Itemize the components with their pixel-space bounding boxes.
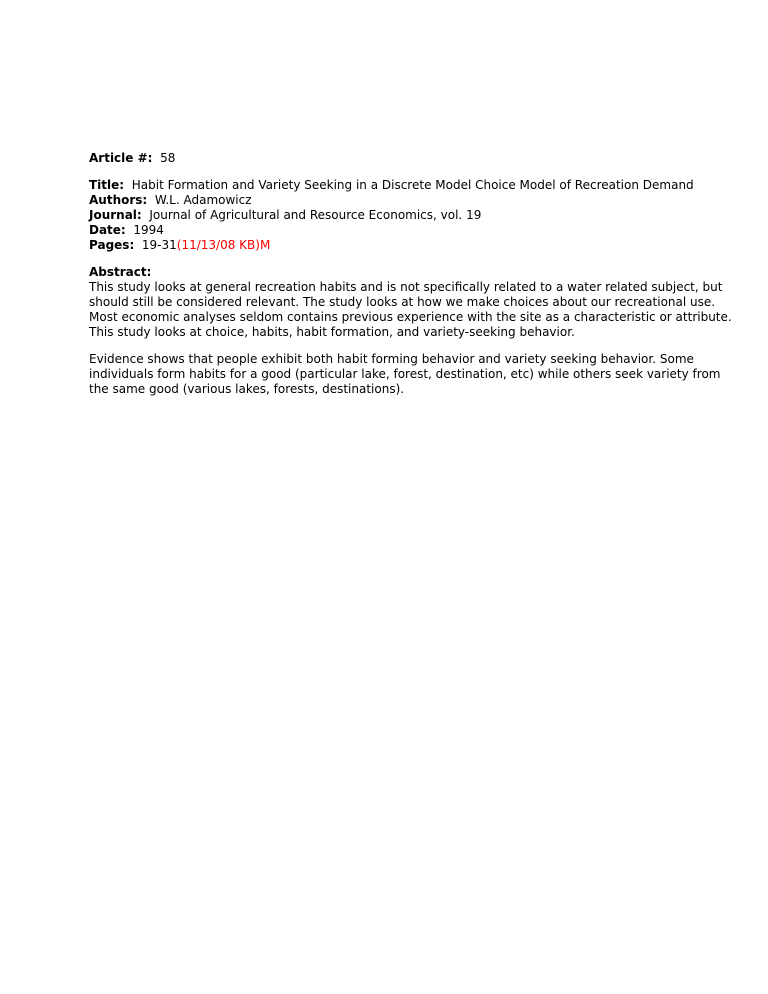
- pages-note: (11/13/08 KB)M: [176, 238, 271, 252]
- date-line: [89, 223, 689, 238]
- abstract-p2-line: Evidence shows that people exhibit both habit forming behavior and variety seeking behavior. Some: [89, 352, 694, 366]
- abstract-paragraph-1: [89, 280, 732, 340]
- abstract-p1-line: This study looks at choice, habits, habit formation, and variety-seeking behavior.: [89, 325, 575, 339]
- abstract-heading-line: [89, 265, 689, 280]
- abstract-p1-line: This study looks at general recreation habits and is not specifically related to a water related subject, but: [89, 280, 723, 294]
- authors-label: Authors:: [89, 193, 148, 207]
- authors-value: W.L. Adamowicz: [154, 193, 252, 207]
- abstract-p2-line: the same good (various lakes, forests, destinations).: [89, 382, 405, 396]
- title-line: [89, 178, 694, 193]
- document-page: [89, 151, 732, 397]
- abstract-label: Abstract:: [89, 265, 152, 279]
- abstract-p2-line: individuals form habits for a good (particular lake, forest, destination, etc) while others seek variety from: [89, 367, 721, 381]
- journal-label: Journal:: [89, 208, 142, 222]
- abstract-p1-line: Most economic analyses seldom contains previous experience with the site as a characteristic or attribute.: [89, 310, 732, 324]
- journal-line: [89, 208, 689, 223]
- abstract-paragraph-2: [89, 352, 721, 397]
- title-value: Habit Formation and Variety Seeking in a Discrete Model Choice Model of Recreation Demand: [131, 178, 694, 192]
- pages-value: 19-31: [141, 238, 177, 252]
- spacer: [89, 166, 689, 178]
- spacer: [89, 340, 689, 352]
- article-number-label: Article #:: [89, 151, 153, 165]
- pages-line: [89, 238, 689, 253]
- journal-value: Journal of Agricultural and Resource Economics, vol. 19: [149, 208, 482, 222]
- date-label: Date:: [89, 223, 126, 237]
- pages-label: Pages:: [89, 238, 135, 252]
- title-label: Title:: [89, 178, 125, 192]
- article-number-value: 58: [160, 151, 176, 165]
- authors-line: [89, 193, 689, 208]
- spacer: [89, 253, 689, 265]
- abstract-p1-line: should still be considered relevant. The study looks at how we make choices about our recreational use.: [89, 295, 716, 309]
- date-value: 1994: [133, 223, 164, 237]
- article-number-line: [89, 151, 689, 166]
